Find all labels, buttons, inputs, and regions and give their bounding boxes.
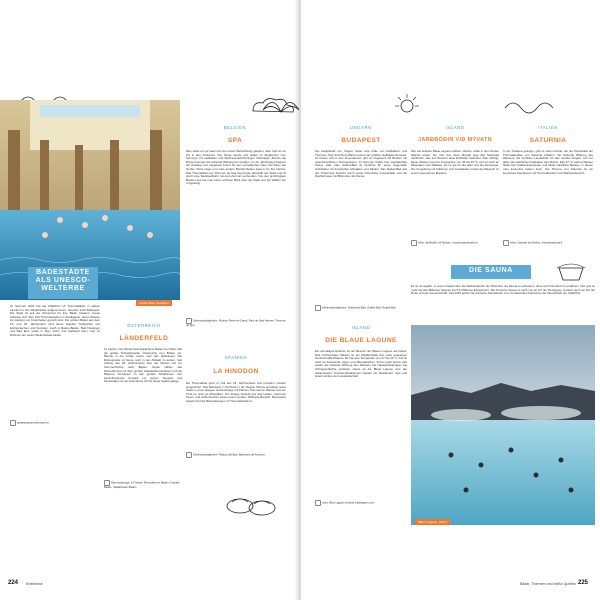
myvatn-text: Wer am liebsten Blaue Lagune erleben möchte, sollte in den Norden Islands reisen. Am Ufer des Sees Mývatn liegt das Naturbad Jarðböðin, das auf Deutsch etwa Erdbäder bedeutet. Das milchig-blaue Wasser hat eine Temperatur von 36 bis 40 °C und ist reich an Mineralien und Silikaten. Es ist gut für die Haut und die Atemwege. Die Umgebung mit Vulkanen und Lavafeldern macht den Besuch zu einem besonderen Erlebnis. bbox=[411, 149, 499, 175]
saturnia-text: In der Toskana gelegen, gibt es viele Gründe, die die Popularität der Thermalquellen von Saturnia erklären: die heilende Wirkung des Wassers, die herrliche Landschaft mit den sanften Hügeln und vor allem die natürlichen Kaskaden des Mulino. Das 37 °C warme Wasser fließt über Kalksteinterrassen und bildet natürliche Becken, in denen man kostenlos baden kann. Die Therme von Saturnia ist ein luxuriöses Spa-Resort mit Thermalbecken und Wellnessbereich. bbox=[503, 149, 593, 175]
saturnia-region: ITALIEN bbox=[538, 125, 558, 130]
lagoon-region: ISLAND bbox=[351, 325, 371, 330]
left-page-number: 224 bbox=[8, 580, 19, 586]
pin-icon bbox=[186, 452, 192, 458]
lagoon-tip: Infos: Blue Lagoon Iceland, bluelagoon.com bbox=[315, 500, 407, 506]
right-running-footer: Bäder, Thermen und heiße Quellen bbox=[519, 582, 576, 586]
saturnia-title: SATURNIA bbox=[529, 137, 567, 144]
budapest-text: Die Hauptstadt von Ungarn bietet eine Fülle von Heilbädern und Thermen. Das Széchenyi-Bad ist eines der größten Heilbäder Europas. Im Freien und in den Innenräumen gibt es insgesamt 18 Becken mit unterschiedlichen Temperaturen. Im Sommer finden hier spektakuläre Partys statt. Das Gellért-Bad ist berühmt für seine Jugendstil-Architektur mit kunstvollen Mosaiken und Säulen. Das Rudas-Bad aus der Türkenzeit besticht durch seine historische Kuppelhalle und die Dachterrasse mit Blick über die Donau. bbox=[315, 149, 407, 179]
sun-doodle-icon bbox=[389, 90, 425, 120]
baden-tip: Übernachtungs- & Freizeit: Römertherme Baden, Kurpark Baden, Stadttheater Baden bbox=[104, 481, 180, 489]
unesco-box-tip: greatspatownsofeurope.eu bbox=[10, 420, 100, 426]
baden-text: Im Herzen des Biedermeierstädtchens Baden bei Wien lädt die größte Schwefelquelle Österreichs zum Baden ein. Bereits in der Antike nutzte man das Heilwasser. Die Römerquelle ist heute noch in der Altstadt zu sehen. Seit Anfang des 19. Jahrhunderts kam der Wiener Hof zur Sommerfrische nach Baden. Heute zählen das Römertherme mit ihrer großen Glasdachkonstruktion und die Badener Kurhäuser zu den großen Attraktionen. Der beeindruckende Kurpark mit seinen Tempeln und Denkmälern ist ein besonderer Ort für lange Spaziergänge. bbox=[104, 347, 182, 384]
pin-icon bbox=[315, 305, 321, 311]
lagoon-photo-caption-tag: Blaue Lagune, Island bbox=[415, 519, 450, 525]
spa-tip: Sehenswürdigkeiten: Pouhon Pierre-le-Grand, Parc de Sept Heures, Thermes de Spa bbox=[186, 319, 286, 327]
unesco-box-text: Im Sommer 2021 hat die UNESCO elf Thermalbäder in sieben Ländern in ihre Weltebeliste aufgenommen, darunter auch Budapest. Die Stadt ist seit der Römerzeit für ihre Bäder bekannt. Heute befinden sich über 100 Thermalquellen im Stadtgebiet, deren Wasser zur Heilung von Krankheiten genutzt wird. Die großen Bäder aus dem 19. und 20. Jahrhundert sind heute beliebte Treffpunkte von Einheimischen und Touristen. Auch in Baden-Baden, Bad Kissingen und Bad Ems sowie in Spa, Vichy und Karlsbad kann man im Rahmen der neuen Welterbeliste baden. bbox=[10, 304, 100, 337]
lotus-doodle-icon bbox=[251, 92, 311, 116]
wave-doodle-icon bbox=[501, 96, 561, 116]
pin-icon bbox=[10, 420, 16, 426]
pin-icon bbox=[503, 240, 509, 246]
saturnia-tip: Infos: Cascate del Mulino, termedisaturnia.it bbox=[503, 240, 593, 246]
right-page-number: 225 bbox=[578, 580, 589, 586]
unesco-box-title: BADESTÄDTE ALS UNESCO-WELTERBE bbox=[35, 269, 91, 292]
lagoon-title: DIE BLAUE LAGUNE bbox=[325, 337, 397, 344]
budapest-title: BUDAPEST bbox=[341, 137, 381, 144]
budapest-region: UNGARN bbox=[350, 125, 372, 130]
hinodon-title: LA HINODON bbox=[213, 368, 259, 375]
myvatn-region: ISLAND bbox=[445, 125, 465, 130]
spa-region: BELGIEN bbox=[223, 125, 247, 130]
lagoon-text: Ein einmaliges Erlebnis ist der Besuch der Blauen Lagune auf Island. Das milchig-blaue Wasser ist ein Abfallprodukt des nahe gelegenen Geothermalkraftwerks. Es hat eine Temperatur von 37 bis 39 °C und ist reich an Kieselerde, Algen und Mineralsalzen. Schon nach kurzer Zeit wurde die heilende Wirkung des Wassers bei Hauterkrankungen wie Schuppenflechte entdeckt. Heute ist die Blaue Lagune eine der bekanntesten Touristenattraktionen Islands mit Restaurant, Spa und Hotel inmitten der Lavalandschaft. bbox=[315, 349, 407, 379]
right-page bbox=[301, 0, 600, 600]
sauna-box-text: Es ist unmöglich, in einem Kapitel über die Wellnesskultur der Welt über die Sauna zu schreiben, ohne auch Finnland zu erwähnen. Hier gibt es mehr als drei Millionen Saunen bei 5,5 Millionen Einwohnern. Die finnische Sauna ist nicht nur ein Ort der Reinigung, sondern auch ein Ort der Ruhe und der Gemeinschaft. Seit 2020 gehört die finnische Saunakultur zum immateriellen Kulturerbe der Menschheit der UNESCO. bbox=[411, 284, 595, 296]
slippers-doodle-icon bbox=[222, 488, 282, 520]
myvatn-title: JARÐBÖÐIN VIÐ MÝVATN bbox=[418, 137, 492, 143]
unesco-box-header bbox=[28, 267, 98, 299]
hinodon-region: SPANIEN bbox=[224, 355, 248, 360]
baden-title: LÄNDERFELD bbox=[119, 335, 169, 342]
left-running-footer: Erlebnisse bbox=[26, 582, 43, 586]
baden-region: ÖSTERREICH bbox=[127, 323, 161, 328]
blue-lagoon-photo bbox=[411, 325, 595, 525]
sauna-box-title: DIE SAUNA bbox=[469, 267, 513, 274]
photo-caption-tag: Gellért-Bad, Budapest bbox=[136, 300, 172, 306]
spa-title: SPA bbox=[227, 137, 243, 144]
budapest-tip: Sehenswürdigkeiten: Széchenyi-Bad, Gellért-Bad, Rudas-Bad bbox=[315, 305, 407, 311]
myvatn-tip: Infos: Jarðböðin við Mývatn, myvatnnaturebaths.is bbox=[411, 240, 499, 246]
left-page bbox=[0, 0, 299, 600]
spa-text: Man sollte es nur kaum bei der ersten Betrachtung glauben, aber Spa ist ein Ort in den Ardennen. Der Name wurde erst später im Englischen zum Synonym für Heilbäder und Wellness-Einrichtungen überhaupt. Bereits die Römer kannten die heilende Wirkung der Quellen. Im 16. Jahrhundert begann der Aufstieg zum eleganten Kurort für den europäischen Adel. Zar Peter der Große, Victor Hugo und viele andere Berühmtheiten kamen zur Kur hierher. Das Thermalbad Les Thermes de Spa liegt heute oberhalb der Stadt und ist durch eine Standseilbahn mit dem Zentrum verbunden. Von den großzügigen Becken aus hat man einen schönen Blick über die Stadt und die Wälder der Umgebung. bbox=[186, 149, 286, 186]
pin-icon bbox=[411, 240, 417, 246]
hinodon-tip: Sehenswürdigkeiten: Palacio del Bañ, Balneario de Archena bbox=[186, 452, 286, 458]
bucket-doodle-icon bbox=[553, 262, 589, 282]
sauna-box-header bbox=[451, 265, 531, 279]
pin-icon bbox=[315, 500, 321, 506]
hinodon-text: Ein Thermalbad ganz im Stil des 19. Jahrhunderts und trotzdem modern eingerichtet: Das Balneario in Archena in der Region Murcia empfängt seine Gäste in einer üppigen Gartenanlage mit Palmen. Das warme Wasser aus der Tiefe ist reich an Mineralien. Die Anlage besteht aus drei Hotels, mehreren Innen- und Außenbecken sowie einem großen Wellness-Bereich. Besonders beliebt sind die Behandlungen mit Thermalschlamm. bbox=[186, 381, 286, 403]
